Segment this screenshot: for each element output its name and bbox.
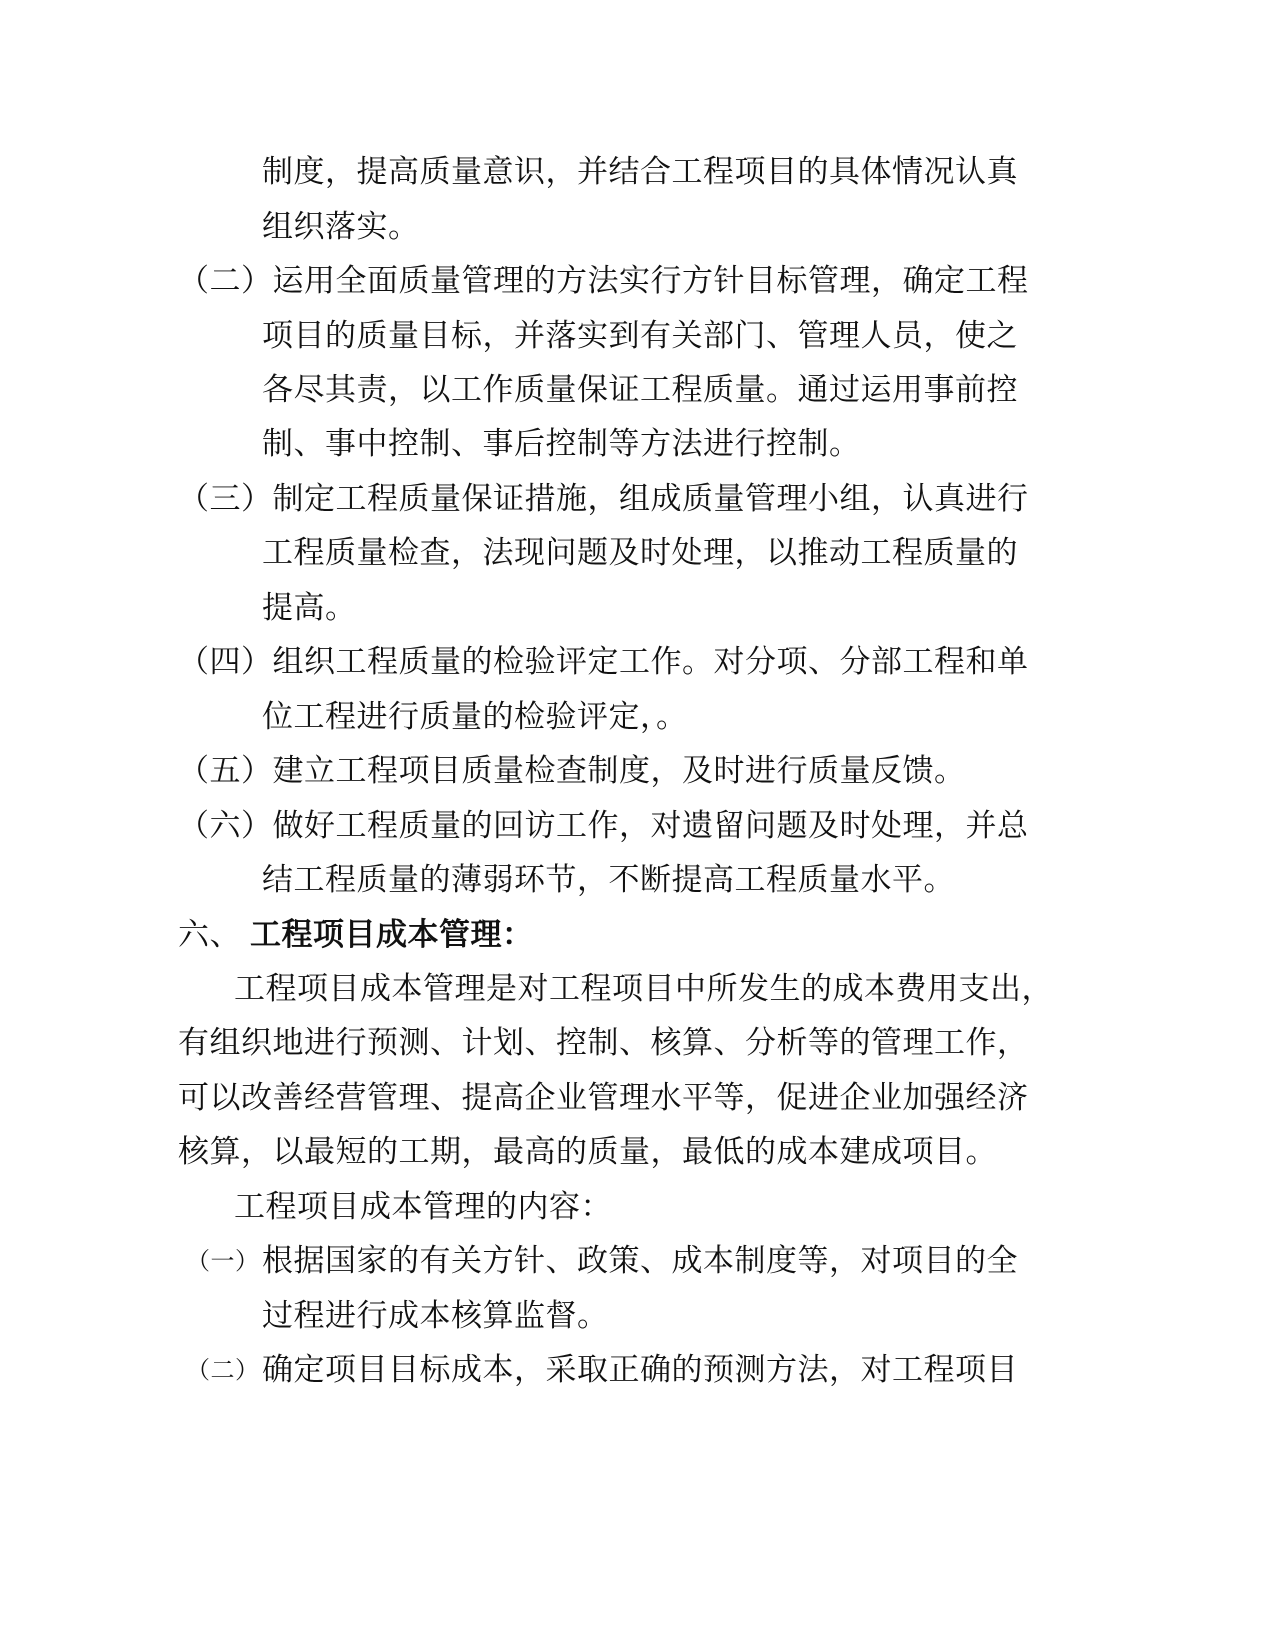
section-heading: 工程项目成本管理： [250,917,534,953]
text-line: 项目的质量目标，并落实到有关部门、管理人员，使之 [262,318,1018,354]
list-item: （四）组织工程质量的检验评定工作。对分项、分部工程和单 [178,644,1029,680]
text-line: 工程质量检查，法现问题及时处理，以推动工程质量的 [262,535,1018,571]
paragraph-line: 可以改善经营管理、提高企业管理水平等，促进企业加强经济 [178,1080,1029,1116]
text-line: 过程进行成本核算监督。 [262,1298,609,1334]
text-line: 提高。 [262,590,357,626]
text-line: 结工程质量的薄弱环节，不断提高工程质量水平。 [262,862,955,898]
text-line: 制、事中控制、事后控制等方法进行控制。 [262,426,861,462]
text-line: 组织落实。 [262,209,420,245]
list-item: 确定项目目标成本，采取正确的预测方法，对工程项目 [262,1352,1018,1388]
list-marker: （二） [186,1356,260,1384]
list-item: 根据国家的有关方针、政策、成本制度等，对项目的全 [262,1243,1018,1279]
list-item: （二）运用全面质量管理的方法实行方针目标管理，确定工程 [178,263,1029,299]
paragraph-line: 有组织地进行预测、计划、控制、核算、分析等的管理工作， [178,1025,1029,1061]
paragraph-line: 工程项目成本管理的内容： [234,1189,612,1225]
paragraph-line: 核算，以最短的工期，最高的质量，最低的成本建成项目。 [178,1134,997,1170]
list-item: （六）做好工程质量的回访工作，对遗留问题及时处理，并总 [178,808,1029,844]
section-number: 六、 [178,917,241,953]
list-marker: （一） [186,1247,260,1275]
paragraph-line: 工程项目成本管理是对工程项目中所发生的成本费用支出， [234,971,1053,1007]
list-item: （三）制定工程质量保证措施，组成质量管理小组，认真进行 [178,481,1029,517]
text-line: 制度，提高质量意识，并结合工程项目的具体情况认真 [262,154,1018,190]
text-line: 各尽其责，以工作质量保证工程质量。通过运用事前控 [262,372,1018,408]
list-item: （五）建立工程项目质量检查制度，及时进行质量反馈。 [178,753,966,789]
text-line: 位工程进行质量的检验评定，。 [262,699,688,735]
